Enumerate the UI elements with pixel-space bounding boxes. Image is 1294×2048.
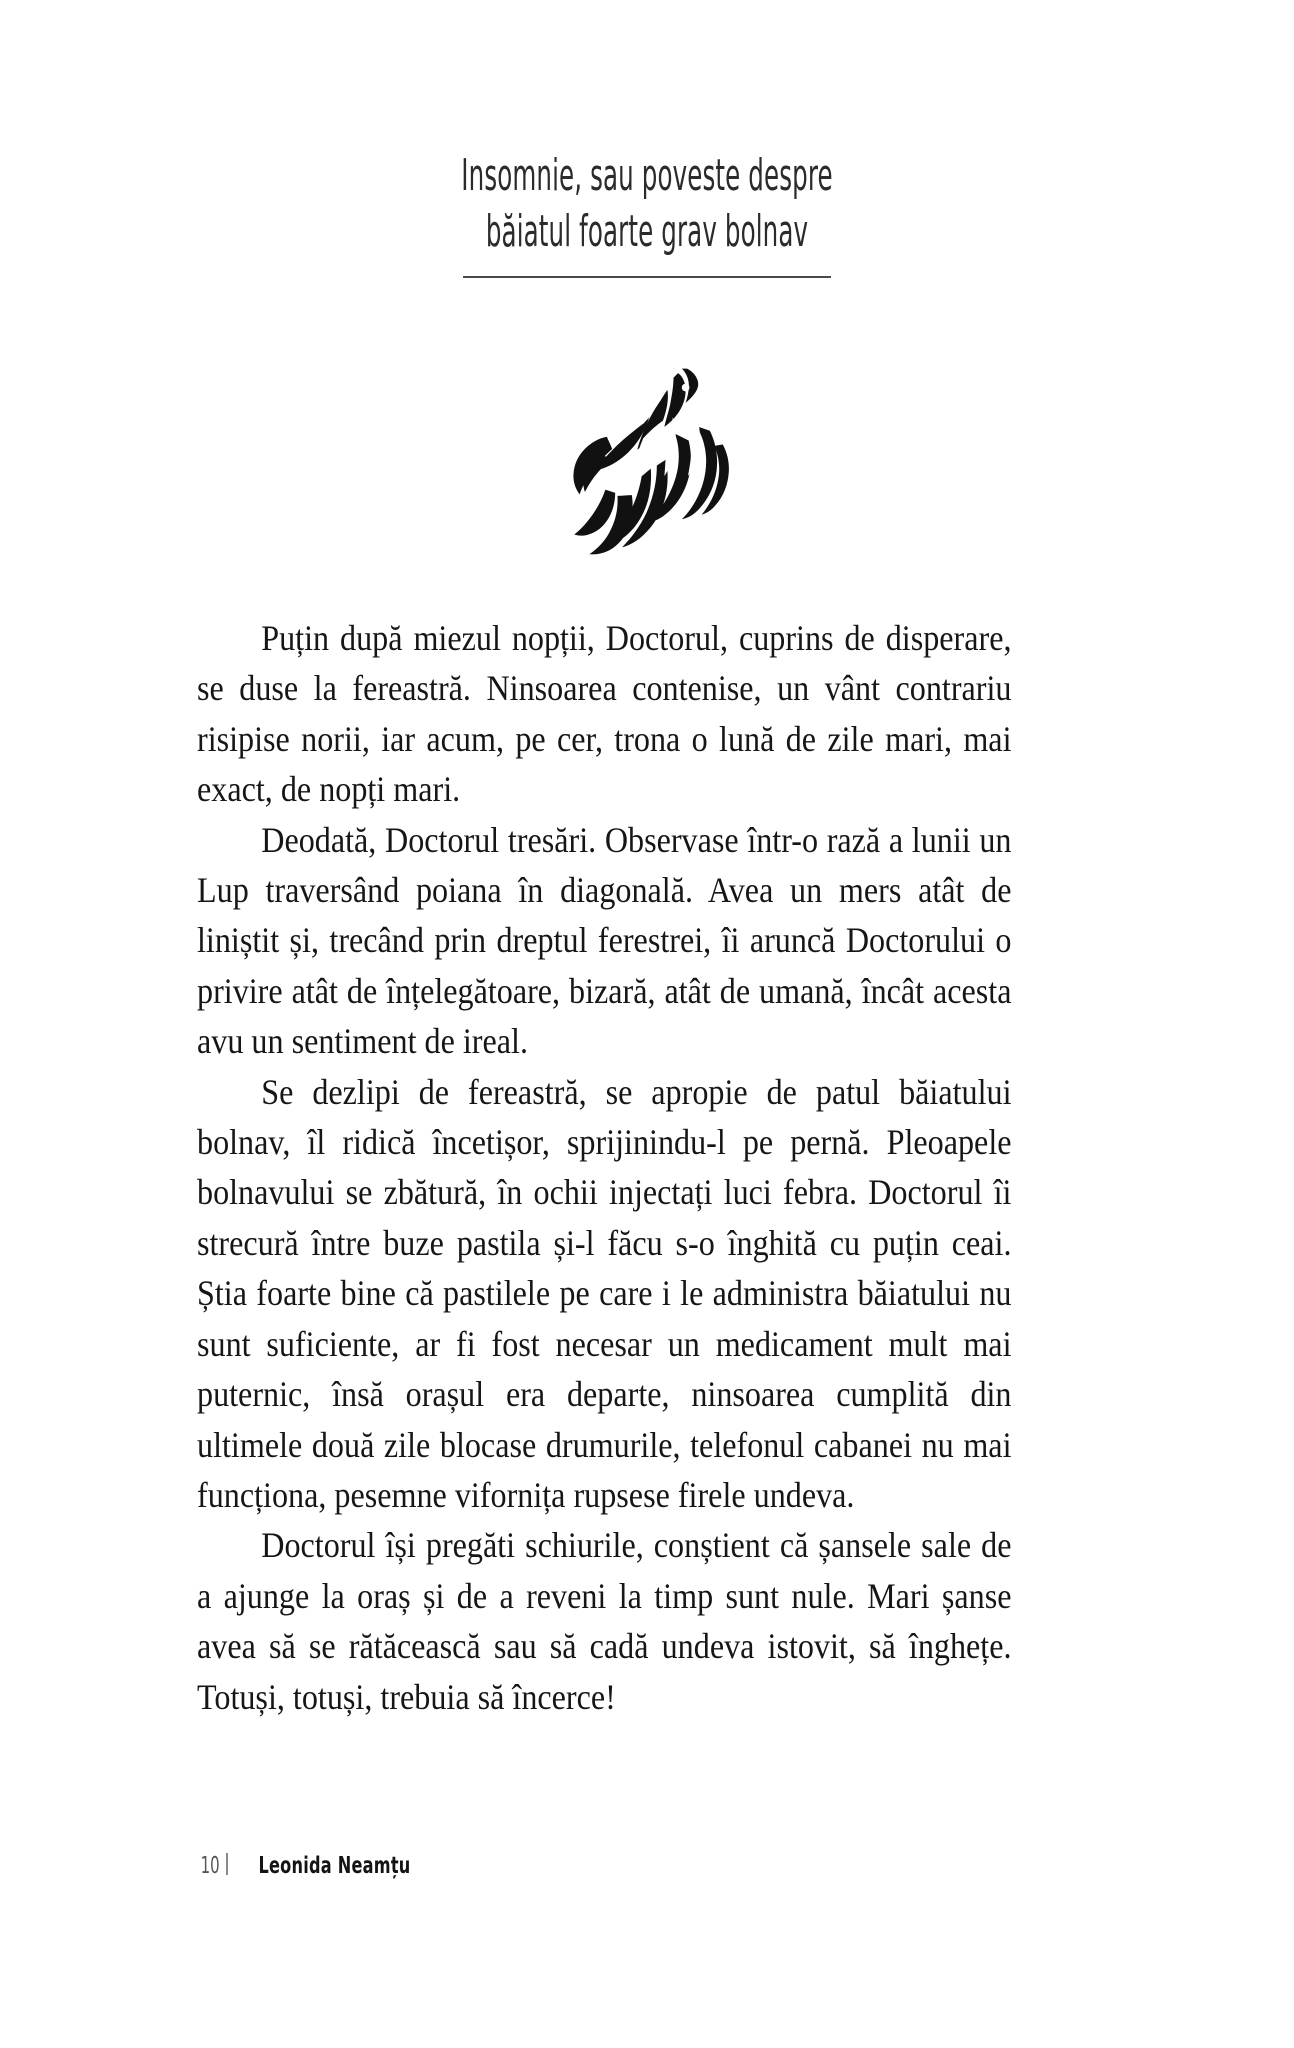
chapter-title-line-2: băiatul foarte grav bolnav [485,205,809,257]
body-paragraph: Deodată, Doctorul tresări. Observase într-o rază a lunii un Lup traversând poiana în diagonală. Avea un mers atât de liniștit și, trecând prin dreptul ferestrei, îi aruncă Doctorului o privire atât de înțelegătoare, bizară, atât de umană, încât acesta avu un sentiment de ireal. [197,819,1012,1062]
title-divider-rule [463,276,831,278]
page-number: 10 [200,1853,220,1879]
chapter-title [368,148,926,260]
body-paragraph: Puțin după miezul nopții, Doctorul, cuprins de disperare, se duse la fereastră. Ninsoarea contenise, un vânt contrariu risipise norii, iar acum, pe cer, trona o lună de zile mari, mai exact, de nopți mari. [197,618,1012,810]
body-paragraph: Doctorul își pregăti schiurile, conștient că șansele sale de a ajunge la oraș și de a reveni la timp sunt nule. Mari șanse avea să se rătăcească sau să cadă undeva istovit, să înghețe. Totuși, totuși, trebuia să încerce! [197,1525,1012,1717]
chapter-title-line-1: Insomnie, sau poveste despre [461,150,833,201]
footer-author-name: Leonida Neamțu [258,1853,411,1879]
footer-separator [226,1853,228,1875]
chapter-heading [197,148,1097,278]
chapter-ornament [0,355,1294,572]
chapter-body [197,613,1012,1722]
page-footer [197,1851,432,1879]
body-paragraph: Se dezlipi de fereastră, se apropie de patul băiatului bolnav, îl ridică încetișor, sprijinindu-l pe pernă. Pleoapele bolnavului se zbătură, în ochii injectați luci febra. Doctorul îi strecură între buze pastila și-l făcu s-o înghită cu puțin ceai. Știa foarte bine că pastilele pe care i le administra băiatului nu sunt suficiente, ar fi fost necesar un medicament mult mai puternic, însă orașul era departe, ninsoarea cumplită din ultimele două zile blocase drumurile, telefonul cabanei nu mai funcționa, pesemne vifornița rupsese firele undeva. [197,1071,1012,1515]
howling-wolf-icon [552,355,742,567]
